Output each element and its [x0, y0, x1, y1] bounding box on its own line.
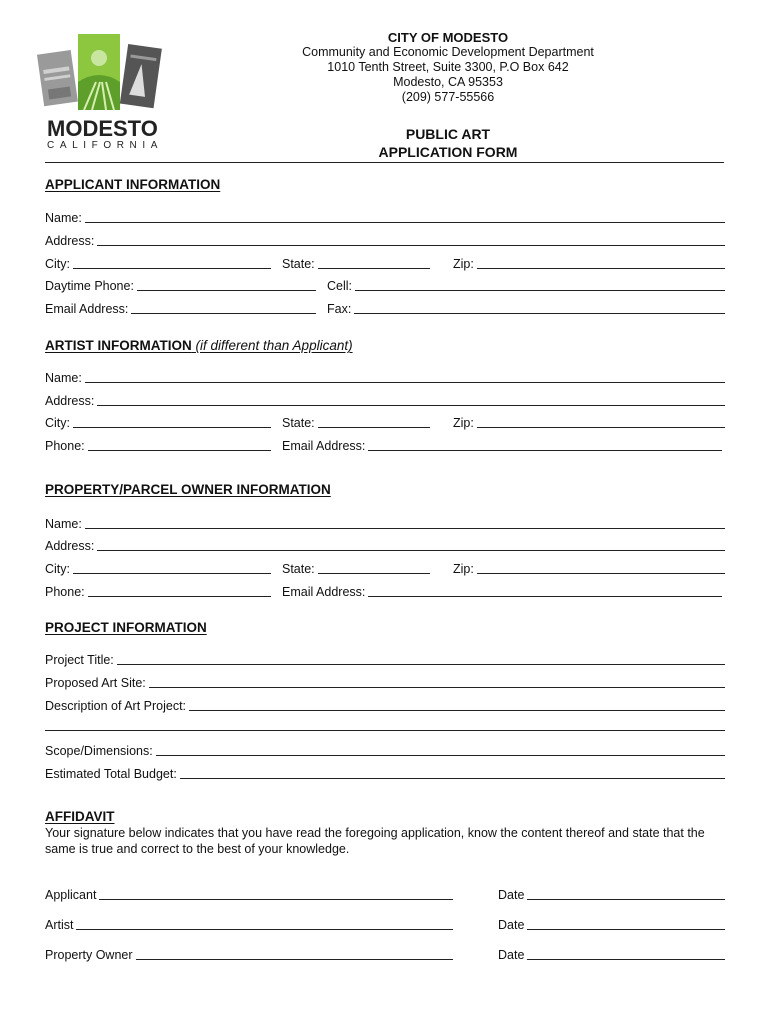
owner-heading: PROPERTY/PARCEL OWNER INFORMATION — [45, 482, 331, 497]
agency-header — [230, 30, 666, 105]
applicant-signature-line[interactable] — [99, 886, 453, 900]
artist-signature-label: Artist — [45, 918, 74, 932]
state-input-line[interactable] — [318, 255, 430, 269]
zip-input-line[interactable] — [477, 255, 725, 269]
address-label: Address: — [45, 539, 95, 553]
owner-address-field[interactable] — [45, 535, 725, 553]
artist-signature-line[interactable] — [76, 916, 453, 930]
city-label: City: — [45, 562, 70, 576]
scope-label: Scope/Dimensions: — [45, 744, 153, 758]
affidavit-heading: AFFIDAVIT — [45, 809, 115, 824]
name-input-line[interactable] — [85, 209, 725, 223]
applicant-cell-field[interactable] — [327, 275, 725, 293]
email-input-line[interactable] — [131, 300, 316, 314]
zip-input-line[interactable] — [477, 414, 725, 428]
header-rule — [45, 162, 724, 163]
description-field[interactable] — [45, 695, 725, 713]
applicant-daytime-phone-field[interactable] — [45, 275, 316, 293]
owner-city-field[interactable] — [45, 558, 271, 576]
date-label: Date — [498, 918, 525, 932]
description-label: Description of Art Project: — [45, 699, 187, 713]
date-input-line[interactable] — [527, 886, 725, 900]
form-title — [230, 125, 666, 161]
fax-input-line[interactable] — [354, 300, 725, 314]
name-label: Name: — [45, 371, 82, 385]
zip-label: Zip: — [453, 416, 474, 430]
applicant-fax-field[interactable] — [327, 298, 725, 316]
city-name: CITY OF MODESTO — [387, 30, 509, 45]
phone-label: Phone: — [45, 439, 85, 453]
name-label: Name: — [45, 517, 82, 531]
phone-input-line[interactable] — [88, 437, 271, 451]
artist-signature-field[interactable] — [45, 914, 453, 932]
logo-wordmark: MODESTO — [47, 116, 158, 141]
applicant-signature-label: Applicant — [45, 888, 97, 902]
form-title-line1: PUBLIC ART — [405, 126, 491, 142]
zip-input-line[interactable] — [477, 560, 725, 574]
email-label: Email Address: — [282, 439, 366, 453]
zip-label: Zip: — [453, 562, 474, 576]
artist-heading-text: ARTIST INFORMATION — [45, 338, 192, 353]
artist-heading-note: (if different than Applicant) — [195, 338, 353, 353]
city-state-zip: Modesto, CA 95353 — [393, 75, 503, 89]
art-site-field[interactable] — [45, 672, 725, 690]
department: Community and Economic Development Department — [302, 45, 594, 59]
budget-label: Estimated Total Budget: — [45, 767, 177, 781]
owner-email-field[interactable] — [282, 581, 722, 599]
state-label: State: — [282, 562, 315, 576]
state-label: State: — [282, 416, 315, 430]
scope-input-line[interactable] — [156, 742, 725, 756]
artist-name-field[interactable] — [45, 367, 725, 385]
state-input-line[interactable] — [318, 414, 430, 428]
phone-number: (209) 577-55566 — [401, 90, 495, 104]
address-label: Address: — [45, 394, 95, 408]
owner-zip-field[interactable] — [453, 558, 725, 576]
art-site-label: Proposed Art Site: — [45, 676, 146, 690]
artist-city-field[interactable] — [45, 412, 271, 430]
cell-label: Cell: — [327, 279, 353, 293]
artist-state-field[interactable] — [282, 412, 430, 430]
street-address: 1010 Tenth Street, Suite 3300, P.O Box 642 — [327, 60, 569, 74]
artist-date-field[interactable] — [498, 914, 725, 932]
owner-date-field[interactable] — [498, 944, 725, 962]
cell-input-line[interactable] — [355, 277, 725, 291]
owner-signature-label: Property Owner — [45, 948, 133, 962]
description-input-line[interactable] — [189, 697, 725, 711]
city-input-line[interactable] — [73, 560, 271, 574]
project-title-label: Project Title: — [45, 653, 114, 667]
fax-label: Fax: — [327, 302, 352, 316]
name-input-line[interactable] — [85, 369, 725, 383]
daytime-phone-input-line[interactable] — [137, 277, 316, 291]
budget-field[interactable] — [45, 763, 725, 781]
modesto-logo — [36, 30, 164, 152]
logo-subtitle: CALIFORNIA — [47, 140, 164, 151]
date-input-line[interactable] — [527, 916, 725, 930]
artist-phone-field[interactable] — [45, 435, 271, 453]
art-site-input-line[interactable] — [149, 674, 725, 688]
city-label: City: — [45, 257, 70, 271]
city-input-line[interactable] — [73, 255, 271, 269]
address-input-line[interactable] — [97, 537, 725, 551]
logo-graphic — [36, 30, 164, 116]
owner-name-field[interactable] — [45, 513, 725, 531]
artist-zip-field[interactable] — [453, 412, 725, 430]
address-label: Address: — [45, 234, 95, 248]
city-label: City: — [45, 416, 70, 430]
phone-input-line[interactable] — [88, 583, 271, 597]
name-label: Name: — [45, 211, 82, 225]
applicant-name-field[interactable] — [45, 207, 725, 225]
address-input-line[interactable] — [97, 392, 725, 406]
owner-phone-field[interactable] — [45, 581, 271, 599]
applicant-heading: APPLICANT INFORMATION — [45, 177, 221, 192]
applicant-state-field[interactable] — [282, 253, 430, 271]
city-input-line[interactable] — [73, 414, 271, 428]
scope-field[interactable] — [45, 740, 725, 758]
email-input-line[interactable] — [368, 583, 722, 597]
name-input-line[interactable] — [85, 515, 725, 529]
form-title-line2: APPLICATION FORM — [378, 144, 518, 160]
email-label: Email Address: — [282, 585, 366, 599]
project-title-input-line[interactable] — [117, 651, 725, 665]
project-title-field[interactable] — [45, 649, 725, 667]
artist-heading — [45, 338, 353, 353]
artist-email-field[interactable] — [282, 435, 722, 453]
applicant-zip-field[interactable] — [453, 253, 725, 271]
state-input-line[interactable] — [318, 560, 430, 574]
project-heading: PROJECT INFORMATION — [45, 620, 207, 635]
date-input-line[interactable] — [527, 946, 725, 960]
description-extra-line[interactable] — [45, 730, 725, 731]
applicant-address-field[interactable] — [45, 230, 725, 248]
owner-signature-line[interactable] — [136, 946, 453, 960]
phone-label: Phone: — [45, 585, 85, 599]
address-input-line[interactable] — [97, 232, 725, 246]
owner-state-field[interactable] — [282, 558, 430, 576]
applicant-date-field[interactable] — [498, 884, 725, 902]
date-label: Date — [498, 948, 525, 962]
daytime-phone-label: Daytime Phone: — [45, 279, 134, 293]
applicant-signature-field[interactable] — [45, 884, 453, 902]
budget-input-line[interactable] — [180, 765, 725, 779]
email-input-line[interactable] — [368, 437, 722, 451]
owner-signature-field[interactable] — [45, 944, 453, 962]
artist-address-field[interactable] — [45, 390, 725, 408]
applicant-city-field[interactable] — [45, 253, 271, 271]
zip-label: Zip: — [453, 257, 474, 271]
email-label: Email Address: — [45, 302, 129, 316]
state-label: State: — [282, 257, 315, 271]
applicant-email-field[interactable] — [45, 298, 316, 316]
affidavit-text: Your signature below indicates that you have read the foregoing application, know the content thereof and state that the same is true and correct to the best of your knowledge. — [45, 826, 705, 856]
date-label: Date — [498, 888, 525, 902]
